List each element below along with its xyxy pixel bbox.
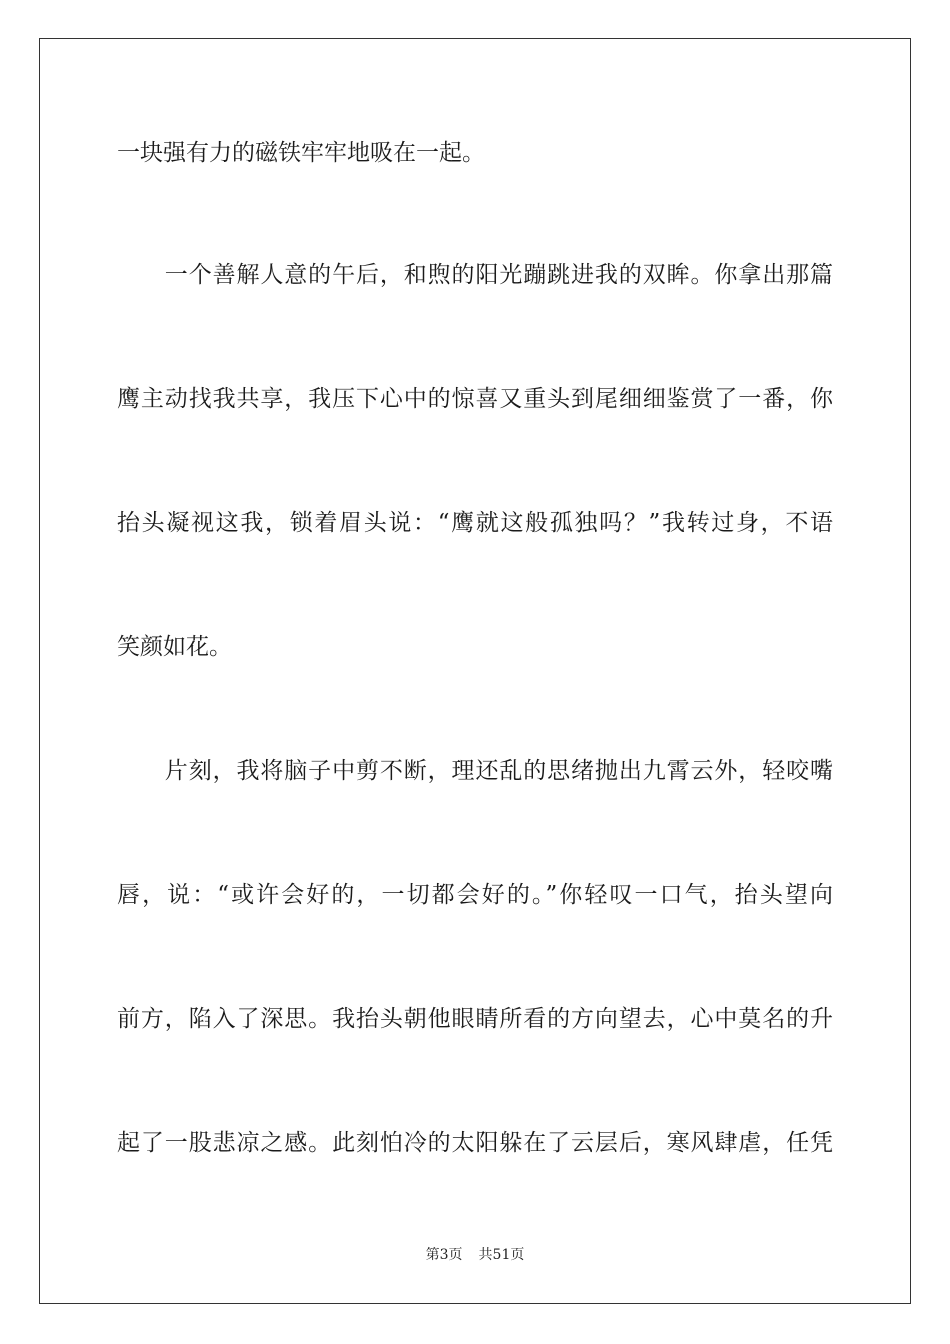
body-text-line: 一个善解人意的午后，和煦的阳光蹦跳进我的双眸。你拿出那篇	[117, 262, 833, 288]
body-text-line: 一块强有力的磁铁牢牢地吸在一起。	[117, 140, 485, 166]
page-number: 第3页	[425, 1247, 463, 1263]
page-footer	[0, 1246, 950, 1264]
total-pages: 共51页	[478, 1247, 525, 1263]
page-border	[39, 38, 911, 1304]
body-text-line: 鹰主动找我共享，我压下心中的惊喜又重头到尾细细鉴赏了一番，你	[117, 386, 833, 412]
body-text-line: 前方，陷入了深思。我抬头朝他眼睛所看的方向望去，心中莫名的升	[117, 1006, 833, 1032]
body-text-line: 起了一股悲凉之感。此刻怕冷的太阳躲在了云层后，寒风肆虐，任凭	[117, 1130, 833, 1156]
body-text-line: 唇，说：“或许会好的，一切都会好的。”你轻叹一口气，抬头望向	[117, 882, 833, 908]
body-text-line: 笑颜如花。	[117, 634, 232, 660]
body-text-line: 抬头凝视这我，锁着眉头说：“鹰就这般孤独吗？”我转过身，不语	[117, 510, 833, 536]
body-text-line: 片刻，我将脑子中剪不断，理还乱的思绪抛出九霄云外，轻咬嘴	[117, 758, 833, 784]
